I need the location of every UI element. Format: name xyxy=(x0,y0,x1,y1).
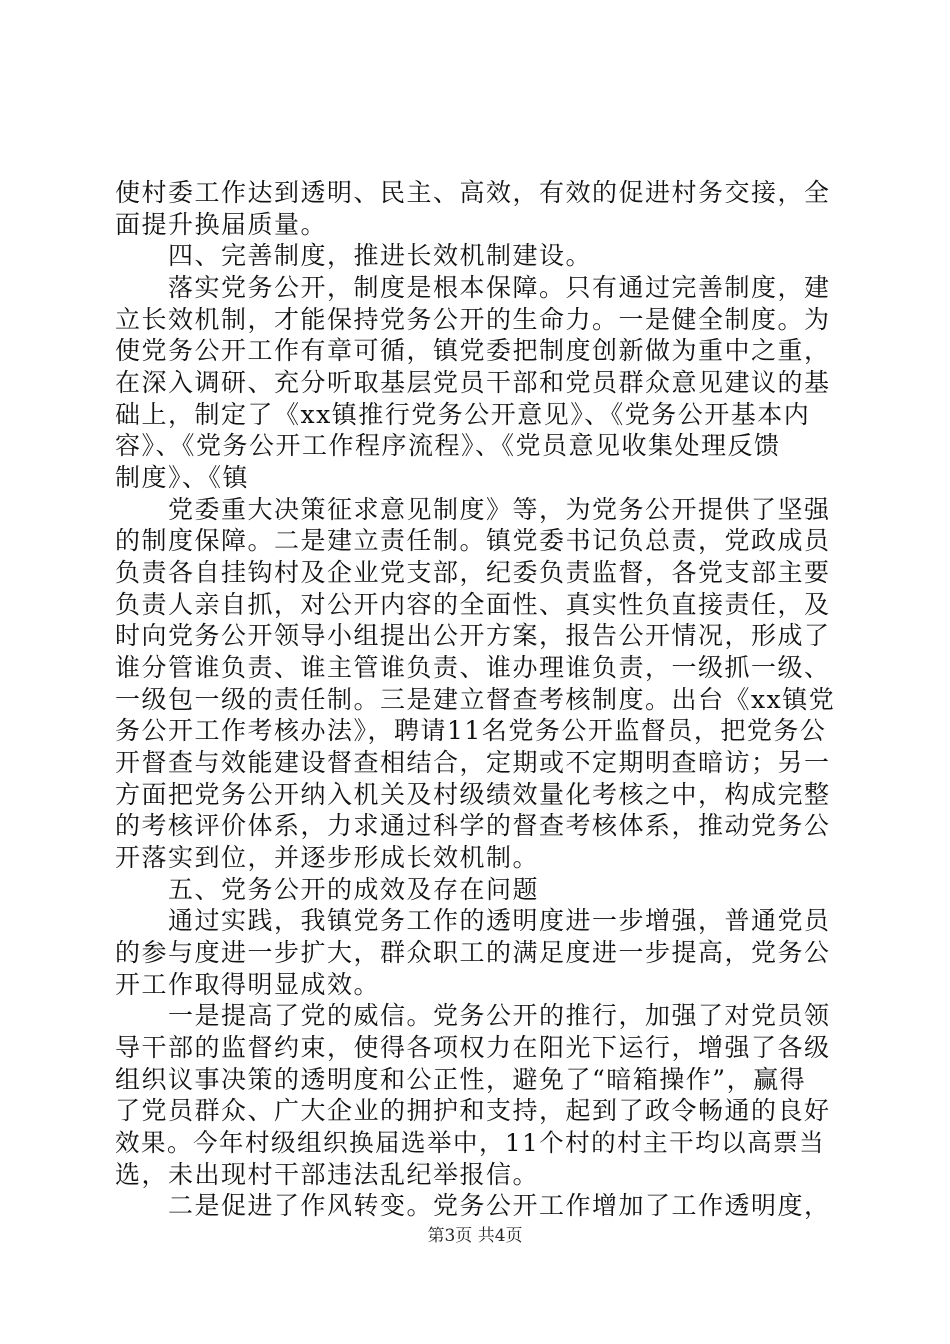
text-line: 效果。今年村级组织换届选举中，11个村的村主干均以高票当 xyxy=(115,1128,826,1157)
text-line: 选，未出现村干部违法乱纪举报信。 xyxy=(115,1160,540,1189)
text-line: 的制度保障。二是建立责任制。镇党委书记负总责，党政成员 xyxy=(115,526,831,555)
text-line: 开督查与效能建设督查相结合，定期或不定期明查暗访；另一 xyxy=(115,748,831,777)
text-line: 的考核评价体系，力求通过科学的督查考核体系，推动党务公 xyxy=(115,811,831,840)
text-line: 容》、《党务公开工作程序流程》、《党员意见收集处理反馈 xyxy=(115,431,781,460)
text-line: 导干部的监督约束，使得各项权力在阳光下运行，增强了各级 xyxy=(115,1033,831,1062)
text-line: 使党务公开工作有章可循，镇党委把制度创新做为重中之重， xyxy=(115,336,831,365)
text-line: 一是提高了党的威信。党务公开的推行，加强了对党员领 xyxy=(115,1001,831,1030)
text-line: 一级包一级的责任制。三是建立督查考核制度。出台《xx镇党 xyxy=(115,685,836,714)
section-heading: 四、完善制度，推进长效机制建设。 xyxy=(115,241,593,270)
text-line: 使村委工作达到透明、民主、高效，有效的促进村务交接，全 xyxy=(115,178,831,207)
text-line: 面提升换届质量。 xyxy=(115,210,328,239)
text-line: 开落实到位，并逐步形成长效机制。 xyxy=(115,843,540,872)
text-line: 的参与度进一步扩大，群众职工的满足度进一步提高，党务公 xyxy=(115,938,831,967)
text-line: 制度》、《镇 xyxy=(115,463,250,492)
text-line: 了党员群众、广大企业的拥护和支持，起到了政令畅通的良好 xyxy=(115,1096,831,1125)
section-heading: 五、党务公开的成效及存在问题 xyxy=(115,875,540,904)
text-line: 立长效机制，才能保持党务公开的生命力。一是健全制度。为 xyxy=(115,305,831,334)
text-line: 础上，制定了《xx镇推行党务公开意见》、《党务公开基本内 xyxy=(115,400,811,429)
text-line: 谁分管谁负责、谁主管谁负责、谁办理谁负责，一级抓一级、 xyxy=(115,653,831,682)
page-number-footer: 第3页 共4页 xyxy=(427,1226,523,1246)
text-line: 落实党务公开，制度是根本保障。只有通过完善制度，建 xyxy=(115,273,831,302)
text-line: 开工作取得明显成效。 xyxy=(115,970,381,999)
text-line: 在深入调研、充分听取基层党员干部和党员群众意见建议的基 xyxy=(115,368,831,397)
text-line: 党委重大决策征求意见制度》等，为党务公开提供了坚强 xyxy=(115,495,831,524)
text-line: 务公开工作考核办法》，聘请11名党务公开监督员，把党务公 xyxy=(115,716,827,745)
text-line: 组织议事决策的透明度和公正性，避免了“暗箱操作”，赢得 xyxy=(115,1065,807,1094)
text-line: 方面把党务公开纳入机关及村级绩效量化考核之中，构成完整 xyxy=(115,780,831,809)
text-line: 负责人亲自抓，对公开内容的全面性、真实性负直接责任，及 xyxy=(115,590,831,619)
text-line: 二是促进了作风转变。党务公开工作增加了工作透明度， xyxy=(115,1191,831,1220)
text-line: 负责各自挂钩村及企业党支部，纪委负责监督，各党支部主要 xyxy=(115,558,831,587)
text-line: 通过实践，我镇党务工作的透明度进一步增强，普通党员 xyxy=(115,906,831,935)
text-line: 时向党务公开领导小组提出公开方案，报告公开情况，形成了 xyxy=(115,621,831,650)
